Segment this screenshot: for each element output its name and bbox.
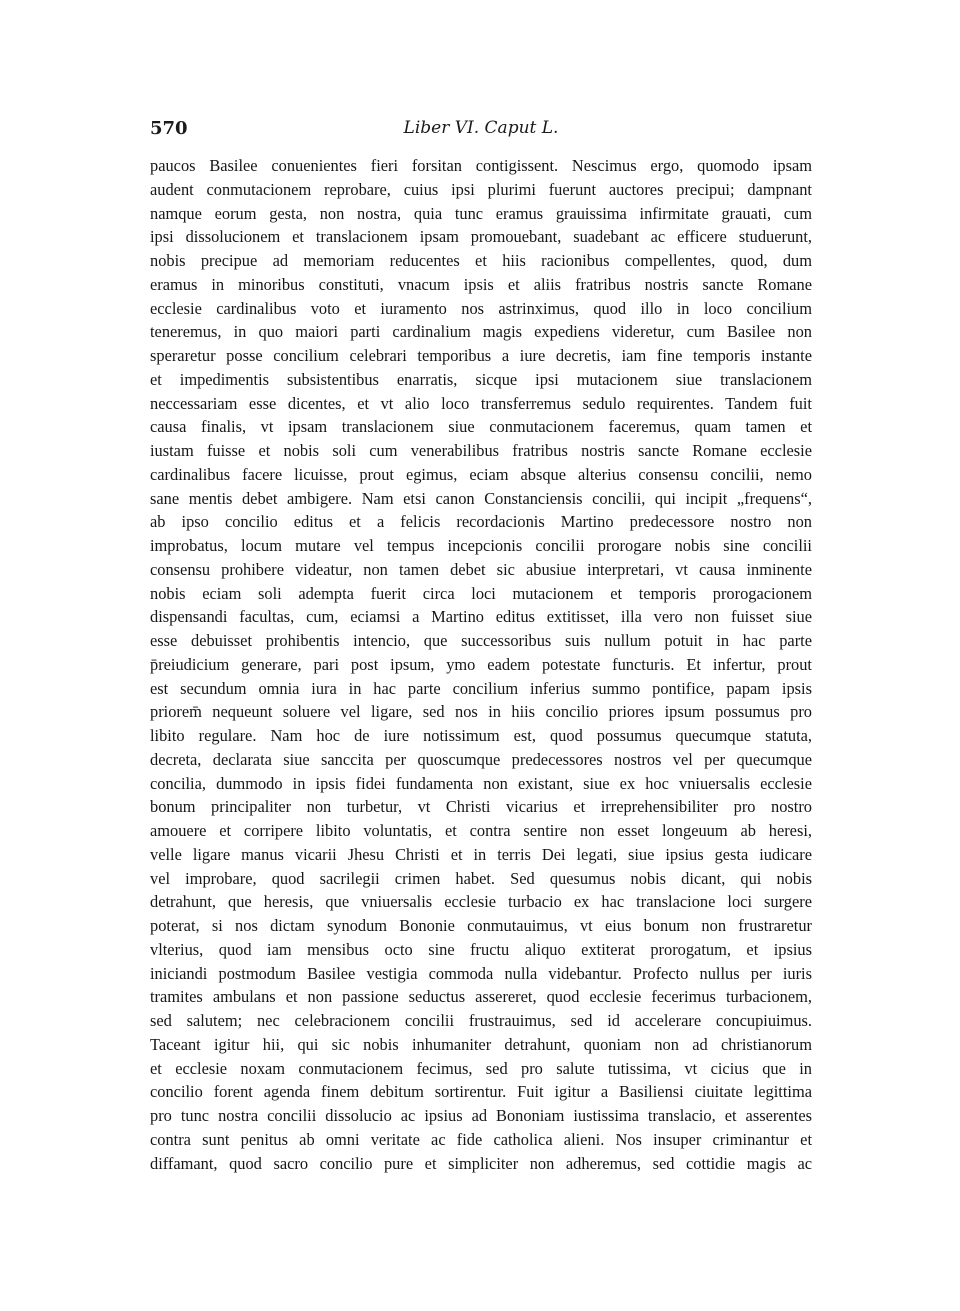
text-line: detrahunt, que heresis, que vniuersalis ecclesie turbacio ex hac translacione loci surgere (150, 892, 812, 912)
text-line: concilia, dummodo in ipsis fidei fundamenta non existant, siue ex hoc vniuersalis ecclesie (150, 773, 812, 793)
page-header (150, 118, 812, 144)
body-text (150, 154, 812, 1175)
text-line: consensu prohibere videatur, non tamen debet sic abusiue interpretari, vt causa inminente (150, 559, 812, 579)
text-line: poterat, si nos dictam synodum Bononie conmutauimus, vt eius bonum non frustraretur (150, 916, 812, 935)
running-title: Liber VI. Caput L. (403, 118, 559, 138)
text-line: est secundum omnia iura in hac parte concilium inferius summo pontifice, papam ipsis (150, 678, 812, 698)
text-line: velle ligare manus vicarii Jhesu Christi et in terris Dei legati, siue ipsius gesta iudicare (150, 844, 812, 864)
text-line: nobis eciam soli adempta fuerit circa loci mutacionem et temporis prorogacionem (150, 583, 812, 603)
text-line: iniciandi postmodum Basilee vestigia commoda nulla videbantur. Profecto nullus per iuris (150, 963, 812, 983)
text-line: et ecclesie noxam conmutacionem fecimus, sed pro salute tutissima, vt cicius que in (150, 1058, 812, 1078)
text-line: neccessariam esse dicentes, et vt alio loco transferremus sedulo requirentes. Tandem fuit (150, 393, 812, 413)
text-line: speraretur posse concilium celebrari temporibus a iure decretis, iam fine temporis instante (150, 346, 812, 365)
text-line: dispensandi facultas, cum, eciamsi a Martino editus extitisset, illa vero non fuisset siue (150, 607, 812, 627)
text-line: vel improbare, quod sacrilegii crimen habet. Sed quesumus nobis dicant, qui nobis (150, 868, 812, 888)
text-line: iustam fuisse et nobis soli cum venerabilibus fratribus nostris sancte Romane ecclesie (150, 441, 812, 460)
text-line: libito regulare. Nam hoc de iure notissimum est, quod possumus quecumque statuta, (150, 726, 812, 745)
text-line: concilio forent agenda finem debitum sortirentur. Fuit igitur a Basiliensi ciuitate legittima (150, 1082, 812, 1102)
text-line: contra sunt penitus ab omni veritate ac fide catholica alieni. Nos insuper criminantur et (150, 1129, 812, 1149)
text-line: decreta, declarata siue sanccita per quoscumque predecessores nostros vel per quecumque (150, 749, 812, 769)
text-line: sed salutem; nec celebracionem concilii frustrauimus, sed id accelerare concupiuimus. (150, 1011, 812, 1030)
text-line: audent conmutacionem reprobare, cuius ipsi plurimi fuerunt auctores precipui; dampnant (150, 179, 812, 199)
text-line: ipsi dissolucionem et translacionem ipsam promouebant, suadebant ac efficere studuerunt, (150, 227, 812, 247)
text-line: paucos Basilee conuenientes fieri forsitan contigissent. Nescimus ergo, quomodo ipsam (150, 156, 812, 175)
text-line: esse debuisset prohibentis intencio, que successoribus suis nullum potuit in hac parte (150, 631, 812, 650)
text-line: et impedimentis subsistentibus enarratis, sicque ipsi mutacionem siue translacionem (150, 369, 812, 389)
text-line: eramus in minoribus constituti, vnacum ipsis et aliis fratribus nostris sancte Romane (150, 274, 812, 294)
text-line: teneremus, in quo maiori parti cardinalium magis expediens videretur, cum Basilee non (150, 322, 812, 342)
text-line: bonum principaliter non turbetur, vt Christi vicarius et irreprehensibiliter pro nostro (150, 797, 812, 817)
text-line: causa finalis, vt ipsam translacionem siue conmutacionem faceremus, quam tamen et (150, 417, 812, 437)
text-line: tramites ambulans et non passione seductus assereret, quod ecclesie fecerimus turbacionem, (150, 987, 812, 1007)
text-line: namque eorum gesta, non nostra, quia tunc eramus grauissima infirmitate grauati, cum (150, 203, 812, 223)
text-line: cardinalibus facere licuisse, prout egimus, eciam absque alterius consensu concilii, nemo (150, 464, 812, 484)
text-line: ab ipso concilio editus et a felicis recordacionis Martino predecessore nostro non (150, 512, 812, 532)
text-line: nobis precipue ad memoriam reducentes et hiis racionibus compellentes, quod, dum (150, 251, 812, 270)
text-line: diffamant, quod sacro concilio pure et simpliciter non adheremus, sed cottidie magis ac (150, 1153, 812, 1173)
text-line: pro tunc nostra concilii dissolucio ac ipsius ad Bononiam iustissima translacio, et asserentes (150, 1106, 812, 1125)
text-line: improbatus, locum mutare vel tempus incepcionis concilii prorogare nobis sine concilii (150, 536, 812, 555)
text-line: ecclesie cardinalibus voto et iuramento nos astrinximus, quod illo in loco concilium (150, 298, 812, 318)
text-line: p̄reiudicium generare, pari post ipsum, ymo eadem potestate functuris. Et infertur, prout (150, 654, 812, 674)
text-line: sane mentis debet ambigere. Nam etsi canon Constanciensis concilii, qui incipit „frequens“, (150, 488, 812, 508)
text-line: Taceant igitur hii, qui sic nobis inhumaniter detrahunt, quoniam non ad christianorum (150, 1034, 812, 1054)
text-line: amouere et corripere libito voluntatis, et contra sentire non esset longeuum ab heresi, (150, 821, 812, 840)
text-line: vlterius, quod iam mensibus octo sine fructu aliquo extiterat prorogatum, et ipsius (150, 939, 812, 959)
text-line: priorem̄ nequeunt soluere vel ligare, sed nos in hiis concilio priores ipsum possumus pro (150, 702, 812, 722)
page-number: 570 (150, 118, 188, 139)
